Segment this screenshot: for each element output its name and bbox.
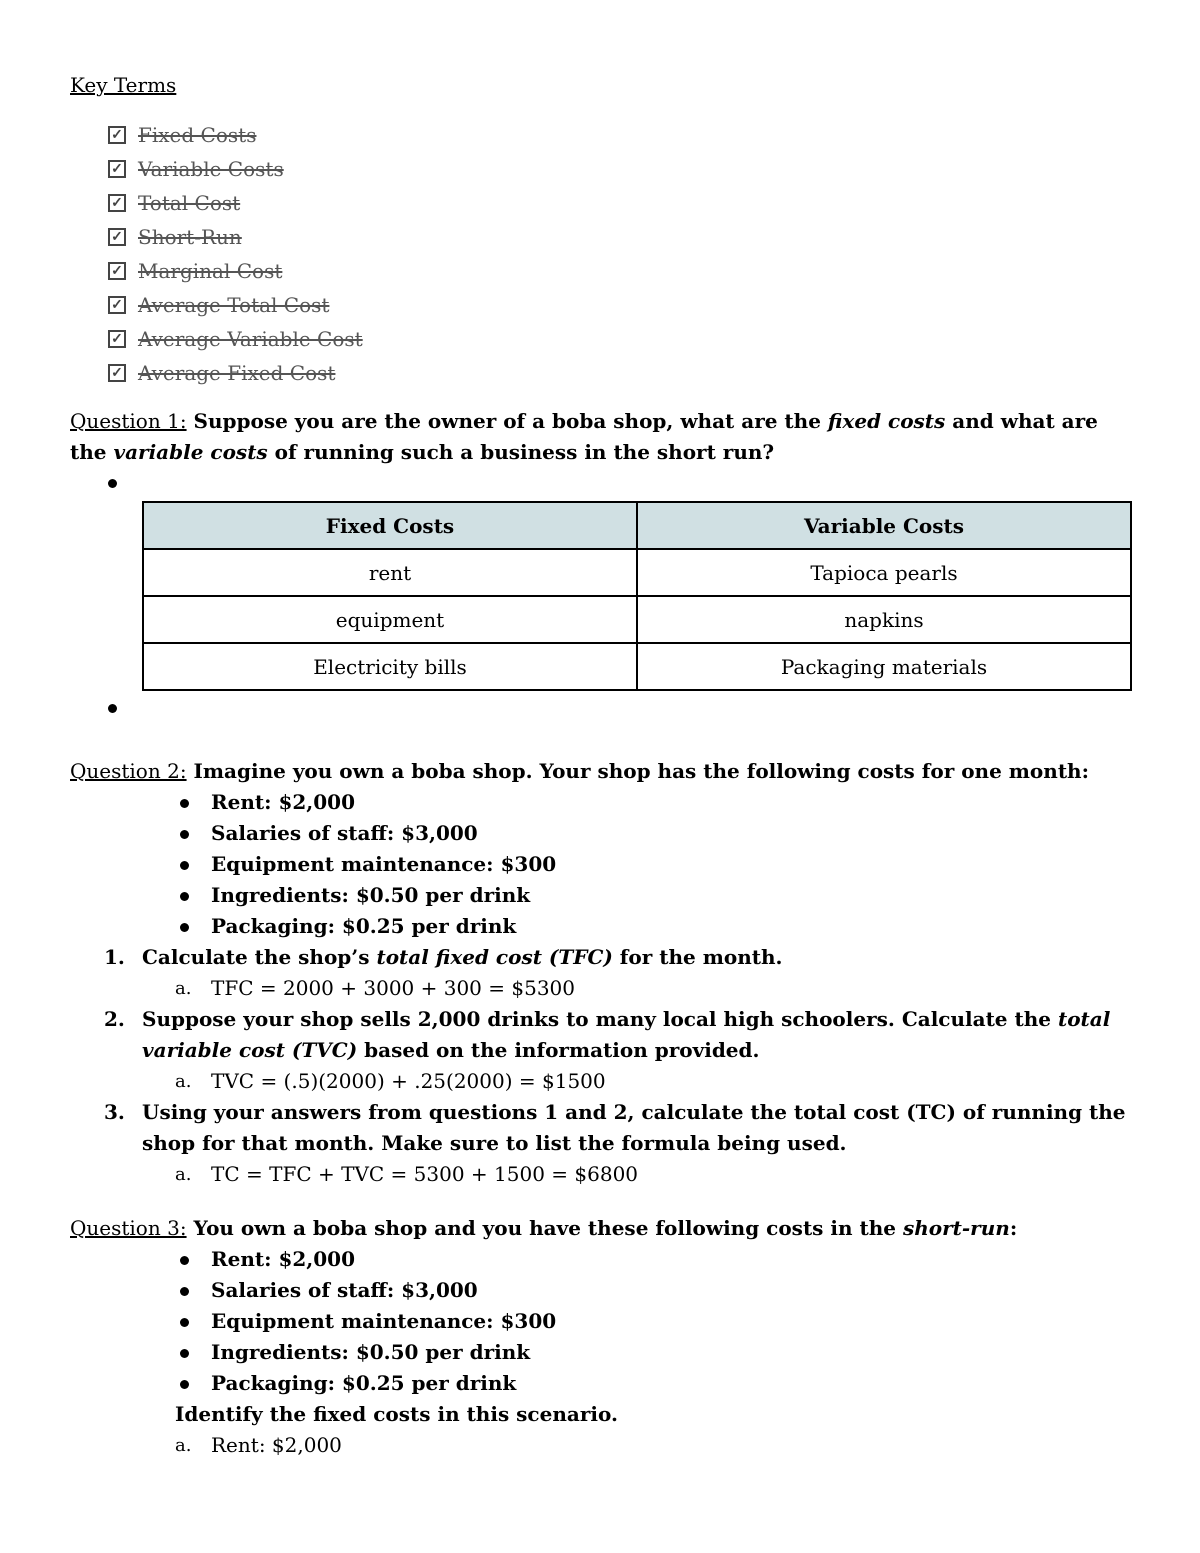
numbered-item: 2. Suppose your shop sells 2,000 drinks to many local high schoolers. Calculate the total variable cost (TVC) based on the information provided. bbox=[104, 1007, 1111, 1062]
checked-box-icon[interactable]: ✓ bbox=[108, 160, 126, 178]
list-item: Ingredients: $0.50 per drink bbox=[175, 880, 1130, 911]
table-cell: Tapioca pearls bbox=[637, 549, 1131, 596]
fixed-costs-emphasis: fixed costs bbox=[827, 409, 946, 433]
checked-box-icon[interactable]: ✓ bbox=[108, 364, 126, 382]
key-terms-list bbox=[70, 118, 1130, 390]
checked-box-icon[interactable]: ✓ bbox=[108, 330, 126, 348]
q3-cost-list bbox=[70, 1244, 1130, 1399]
answer-line: a. TFC = 2000 + 3000 + 300 = $5300 bbox=[175, 976, 576, 1000]
question-2: Question 2: Imagine you own a boba shop. Your shop has the following costs for one month: bbox=[70, 759, 1089, 783]
table-cell: rent bbox=[143, 549, 637, 596]
key-term-label: Variable Costs bbox=[138, 157, 284, 181]
key-term-item[interactable] bbox=[108, 356, 1130, 390]
q3-prompt: Identify the fixed costs in this scenario. bbox=[175, 1402, 618, 1426]
list-item: Salaries of staff: $3,000 bbox=[175, 818, 1130, 849]
checked-box-icon[interactable]: ✓ bbox=[108, 228, 126, 246]
empty-bullet bbox=[70, 468, 1130, 499]
key-term-item[interactable] bbox=[108, 186, 1130, 220]
question-3: Question 3: You own a boba shop and you have these following costs in the short-run: bbox=[70, 1216, 1018, 1240]
table-cell: equipment bbox=[143, 596, 637, 643]
key-term-item[interactable] bbox=[108, 322, 1130, 356]
answer-line: a. TC = TFC + TVC = 5300 + 1500 = $6800 bbox=[175, 1162, 639, 1186]
key-term-label: Average Fixed Cost bbox=[138, 361, 336, 385]
key-term-item[interactable] bbox=[108, 254, 1130, 288]
list-item: Equipment maintenance: $300 bbox=[175, 849, 1130, 880]
table-row bbox=[143, 643, 1131, 690]
answer-line: a. TVC = (.5)(2000) + .25(2000) = $1500 bbox=[175, 1069, 606, 1093]
checked-box-icon[interactable]: ✓ bbox=[108, 296, 126, 314]
numbered-item: 1. Calculate the shop’s total fixed cost (TFC) for the month. bbox=[104, 945, 783, 969]
question-3-label: Question 3: bbox=[70, 1216, 187, 1240]
q2-numbered-list bbox=[70, 942, 1130, 1190]
table-header-cell: Fixed Costs bbox=[143, 502, 637, 549]
key-term-label: Marginal Cost bbox=[138, 259, 283, 283]
short-run-emphasis: short-run bbox=[902, 1216, 1010, 1240]
list-item: Packaging: $0.25 per drink bbox=[175, 911, 1130, 942]
key-terms-title: Key Terms bbox=[70, 73, 177, 97]
list-item: Packaging: $0.25 per drink bbox=[175, 1368, 1130, 1399]
table-header-row bbox=[143, 502, 1131, 549]
bullet-icon bbox=[108, 479, 117, 488]
key-term-label: Average Total Cost bbox=[138, 293, 330, 317]
answer-text: TVC = (.5)(2000) + .25(2000) = $1500 bbox=[211, 1069, 606, 1093]
question-1-label: Question 1: bbox=[70, 409, 187, 433]
empty-bullet bbox=[70, 693, 1130, 724]
key-term-item[interactable] bbox=[108, 118, 1130, 152]
q2-cost-list bbox=[70, 787, 1130, 942]
list-item: Rent: $2,000 bbox=[175, 787, 1130, 818]
key-term-label: Fixed Costs bbox=[138, 123, 257, 147]
document-page bbox=[70, 70, 1130, 1461]
key-term-item[interactable] bbox=[108, 288, 1130, 322]
table-cell: Electricity bills bbox=[143, 643, 637, 690]
list-item: Ingredients: $0.50 per drink bbox=[175, 1337, 1130, 1368]
key-term-label: Total Cost bbox=[138, 191, 241, 215]
question-2-label: Question 2: bbox=[70, 759, 187, 783]
checked-box-icon[interactable]: ✓ bbox=[108, 126, 126, 144]
numbered-item: 3. Using your answers from questions 1 and 2, calculate the total cost (TC) of running the shop for that month. Make sure to list the formula being used. bbox=[104, 1100, 1126, 1155]
list-item: Salaries of staff: $3,000 bbox=[175, 1275, 1130, 1306]
answer-text: TFC = 2000 + 3000 + 300 = $5300 bbox=[211, 976, 576, 1000]
question-1: Question 1: Suppose you are the owner of a boba shop, what are the fixed costs and what are the variable costs of running such a business in the short run? bbox=[70, 409, 1098, 464]
key-term-label: Average Variable Cost bbox=[138, 327, 363, 351]
table-cell: napkins bbox=[637, 596, 1131, 643]
key-term-item[interactable] bbox=[108, 152, 1130, 186]
answer-line: a. Rent: $2,000 bbox=[175, 1433, 342, 1457]
table-cell: Packaging materials bbox=[637, 643, 1131, 690]
answer-text: TC = TFC + TVC = 5300 + 1500 = $6800 bbox=[211, 1162, 639, 1186]
key-term-label: Short-Run bbox=[138, 225, 242, 249]
list-item: Equipment maintenance: $300 bbox=[175, 1306, 1130, 1337]
list-item: Rent: $2,000 bbox=[175, 1244, 1130, 1275]
table-header-cell: Variable Costs bbox=[637, 502, 1131, 549]
bullet-icon bbox=[108, 704, 117, 713]
key-term-item[interactable] bbox=[108, 220, 1130, 254]
table-row bbox=[143, 549, 1131, 596]
checked-box-icon[interactable]: ✓ bbox=[108, 262, 126, 280]
table-row bbox=[143, 596, 1131, 643]
costs-table bbox=[142, 501, 1132, 691]
answer-text: Rent: $2,000 bbox=[211, 1433, 342, 1457]
checked-box-icon[interactable]: ✓ bbox=[108, 194, 126, 212]
variable-costs-emphasis: variable costs bbox=[113, 440, 268, 464]
